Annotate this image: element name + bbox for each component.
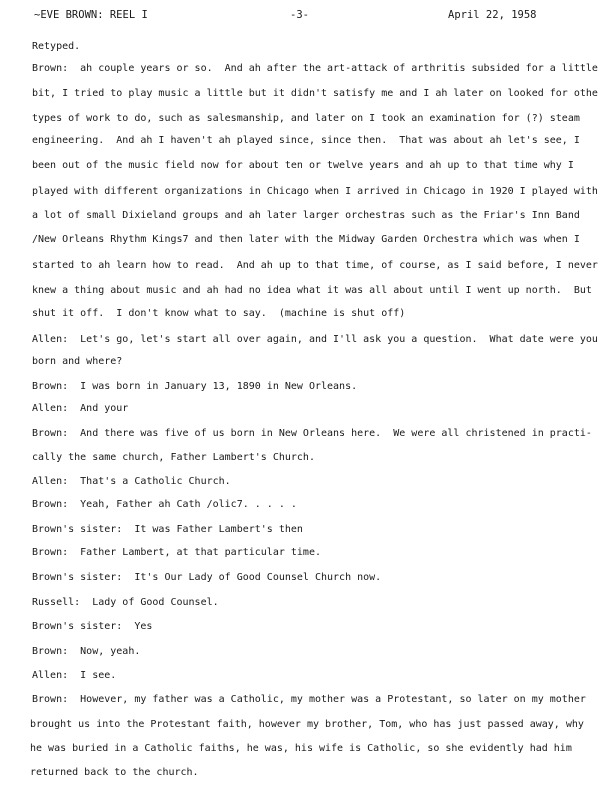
transcript-line [0,718,612,732]
transcript-line-text: returned back to the church. [30,767,199,778]
transcript-line-text: Russell: Lady of Good Counsel. [32,597,219,608]
reel-label: ~EVE BROWN: REEL I [34,9,148,21]
transcript-line [0,40,612,54]
transcript-line [0,233,612,247]
transcript-line-text: Brown's sister: Yes [32,621,153,632]
transcript-line [0,333,612,347]
transcript-line-text: cally the same church, Father Lambert's Church. [32,452,315,463]
transcript-line-text: Allen: I see. [32,670,117,681]
transcript-line [0,451,612,465]
transcript-line-text: been out of the music field now for about ten or twelve years and ah up to that time why I [32,160,574,171]
transcript-line-text: Brown: However, my father was a Catholic, my mother was a Protestant, so later on my mother [32,694,586,705]
transcript-line-text: Brown's sister: It's Our Lady of Good Counsel Church now. [32,572,382,583]
transcript-line [0,475,612,489]
transcript-line-text: Allen: Let's go, let's start all over again, and I'll ask you a question. What date were you [32,334,598,345]
transcript-line-text: engineering. And ah I haven't ah played since, since then. That was about ah let's see, I [32,135,580,146]
transcript-line [0,185,612,199]
transcript-line-text: Allen: That's a Catholic Church. [32,476,231,487]
transcript-line-text: types of work to do, such as salesmanship, and later on I took an examination for (?) steam [32,113,580,124]
transcript-line [0,284,612,298]
transcript-line [0,498,612,512]
transcript-line-text: brought us into the Protestant faith, however my brother, Tom, who has just passed away, why [30,719,584,730]
transcript-line-text: /New Orleans Rhythm Kings7 and then later with the Midway Garden Orchestra which was when I [32,234,580,245]
transcript-line-text: Brown: And there was five of us born in New Orleans here. We were all christened in practi- [32,428,592,439]
transcript-line [0,402,612,416]
transcript-line [0,571,612,585]
transcript-line [0,112,612,126]
transcript-date: April 22, 1958 [448,9,537,21]
transcript-line-text: Brown: Now, yeah. [32,646,141,657]
transcript-line-text: played with different organizations in Chicago when I arrived in Chicago in 1920 I played with [32,186,598,197]
transcript-line-text: he was buried in a Catholic faiths, he was, his wife is Catholic, so she evidently had him [30,743,572,754]
transcript-line-text: a lot of small Dixieland groups and ah later larger orchestras such as the Friar's Inn Band [32,210,580,221]
page-number: -3- [290,9,309,21]
transcript-line [0,209,612,223]
transcript-line-text: shut it off. I don't know what to say. (machine is shut off) [32,308,406,319]
transcript-line-text: Retyped. [32,41,81,52]
transcript-line-text: Brown's sister: It was Father Lambert's then [32,524,303,535]
transcript-line-text: Brown: Yeah, Father ah Cath /olic7. . . . . [32,499,297,510]
transcript-line [0,62,612,76]
transcript-line-text: started to ah learn how to read. And ah up to that time, of course, as I said before, I never [32,260,598,271]
transcript-line-text: Brown: I was born in January 13, 1890 in New Orleans. [32,381,358,392]
transcript-line-text: knew a thing about music and ah had no idea what it was all about until I went up north. But [32,285,592,296]
transcript-line [0,766,612,780]
transcript-line-text: Allen: And your [32,403,129,414]
transcript-line [0,742,612,756]
transcript-line [0,523,612,537]
transcript-line [0,259,612,273]
transcript-line [0,645,612,659]
transcript-line [0,427,612,441]
transcript-line [0,159,612,173]
page-header [0,9,612,23]
transcript-line [0,596,612,610]
transcript-line-text: born and where? [32,356,123,367]
transcript-line [0,546,612,560]
transcript-line [0,669,612,683]
transcript-line [0,307,612,321]
transcript-line [0,87,612,101]
transcript-line-text: bit, I tried to play music a little but it didn't satisfy me and I ah later on looked for othe [32,88,598,99]
transcript-line [0,620,612,634]
transcript-line [0,355,612,369]
transcript-line-text: Brown: ah couple years or so. And ah after the art-attack of arthritis subsided for a little [32,63,598,74]
transcript-line [0,134,612,148]
transcript-line-text: Brown: Father Lambert, at that particular time. [32,547,321,558]
transcript-line [0,693,612,707]
transcript-line [0,380,612,394]
